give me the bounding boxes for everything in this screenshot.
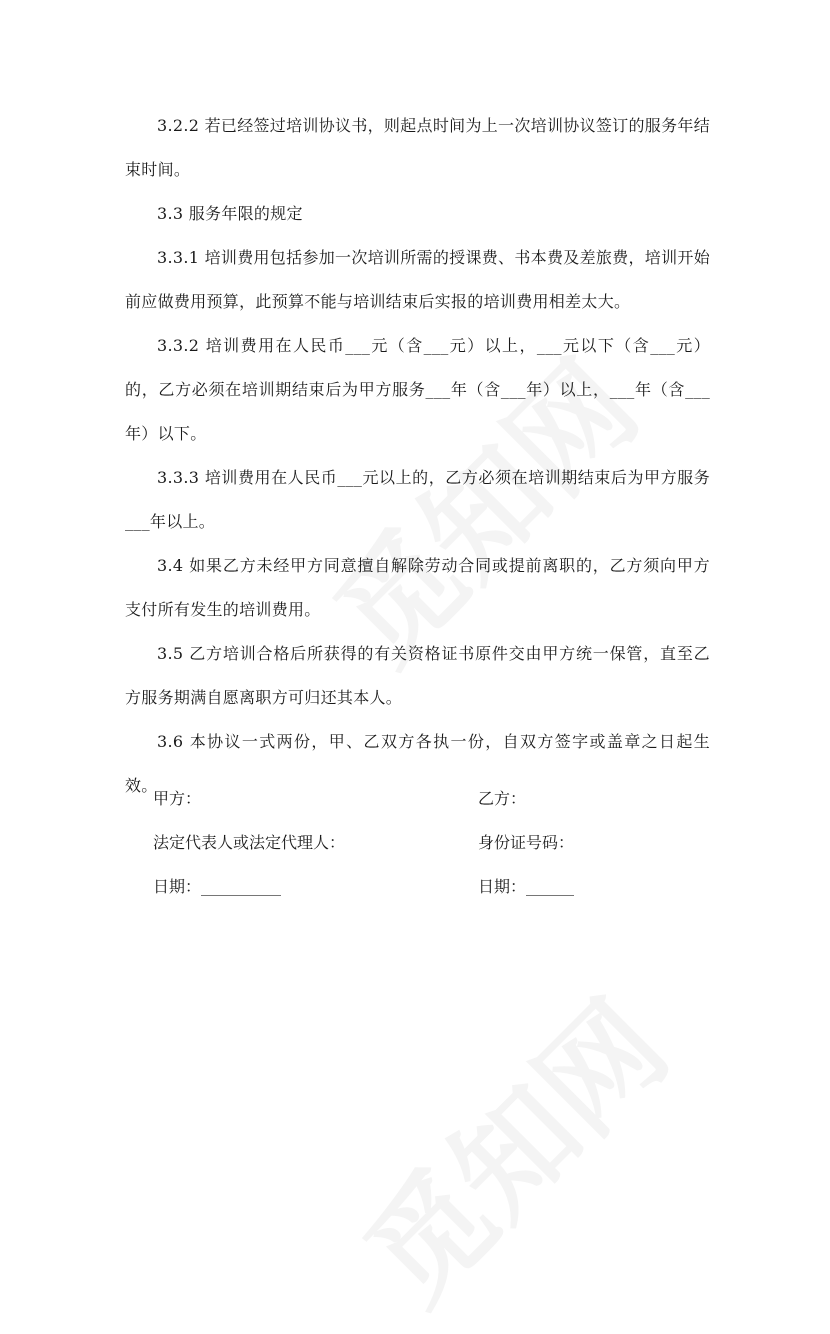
paragraph-3-3: 3.3 服务年限的规定	[157, 204, 303, 223]
signature-row-date	[153, 865, 673, 909]
signature-block	[153, 777, 673, 909]
signature-row-representative	[153, 821, 673, 865]
party-a-representative-label: 法定代表人或法定代理人：	[153, 833, 346, 852]
paragraph-3-4: 3.4 如果乙方未经甲方同意擅自解除劳动合同或提前离职的，乙方须向甲方支付所有发生的培训费用。	[125, 556, 710, 619]
paragraph-3-3-3: 3.3.3 培训费用在人民币___元以上的，乙方必须在培训期结束后为甲方服务___年以上。	[125, 468, 710, 531]
party-b-id-label: 身份证号码：	[478, 833, 575, 852]
party-a-label: 甲方：	[153, 789, 202, 808]
party-b-label: 乙方：	[478, 789, 527, 808]
paragraph-3-2-2: 3.2.2 若已经签过培训协议书，则起点时间为上一次培训协议签订的服务年结束时间。	[125, 116, 710, 179]
party-a-date-label: 日期：__________	[153, 877, 282, 896]
paragraph-3-3-2: 3.3.2 培训费用在人民币___元（含___元）以上，___元以下（含___元）的，乙方必须在培训期结束后为甲方服务___年（含___年）以上，___年（含___年）以下。	[125, 336, 710, 443]
party-b-date-label: 日期：______	[478, 877, 575, 896]
watermark	[322, 958, 698, 1334]
paragraph-3-6: 3.6 本协议一式两份，甲、乙双方各执一份，自双方签字或盖章之日起生效。	[125, 732, 710, 795]
signature-row-parties	[153, 777, 673, 821]
document-body	[125, 104, 710, 808]
paragraph-3-5: 3.5 乙方培训合格后所获得的有关资格证书原件交由甲方统一保管，直至乙方服务期满自愿离职方可归还其本人。	[125, 644, 710, 707]
paragraph-3-3-1: 3.3.1 培训费用包括参加一次培训所需的授课费、书本费及差旅费，培训开始前应做费用预算，此预算不能与培训结束后实报的培训费用相差太大。	[125, 248, 710, 311]
